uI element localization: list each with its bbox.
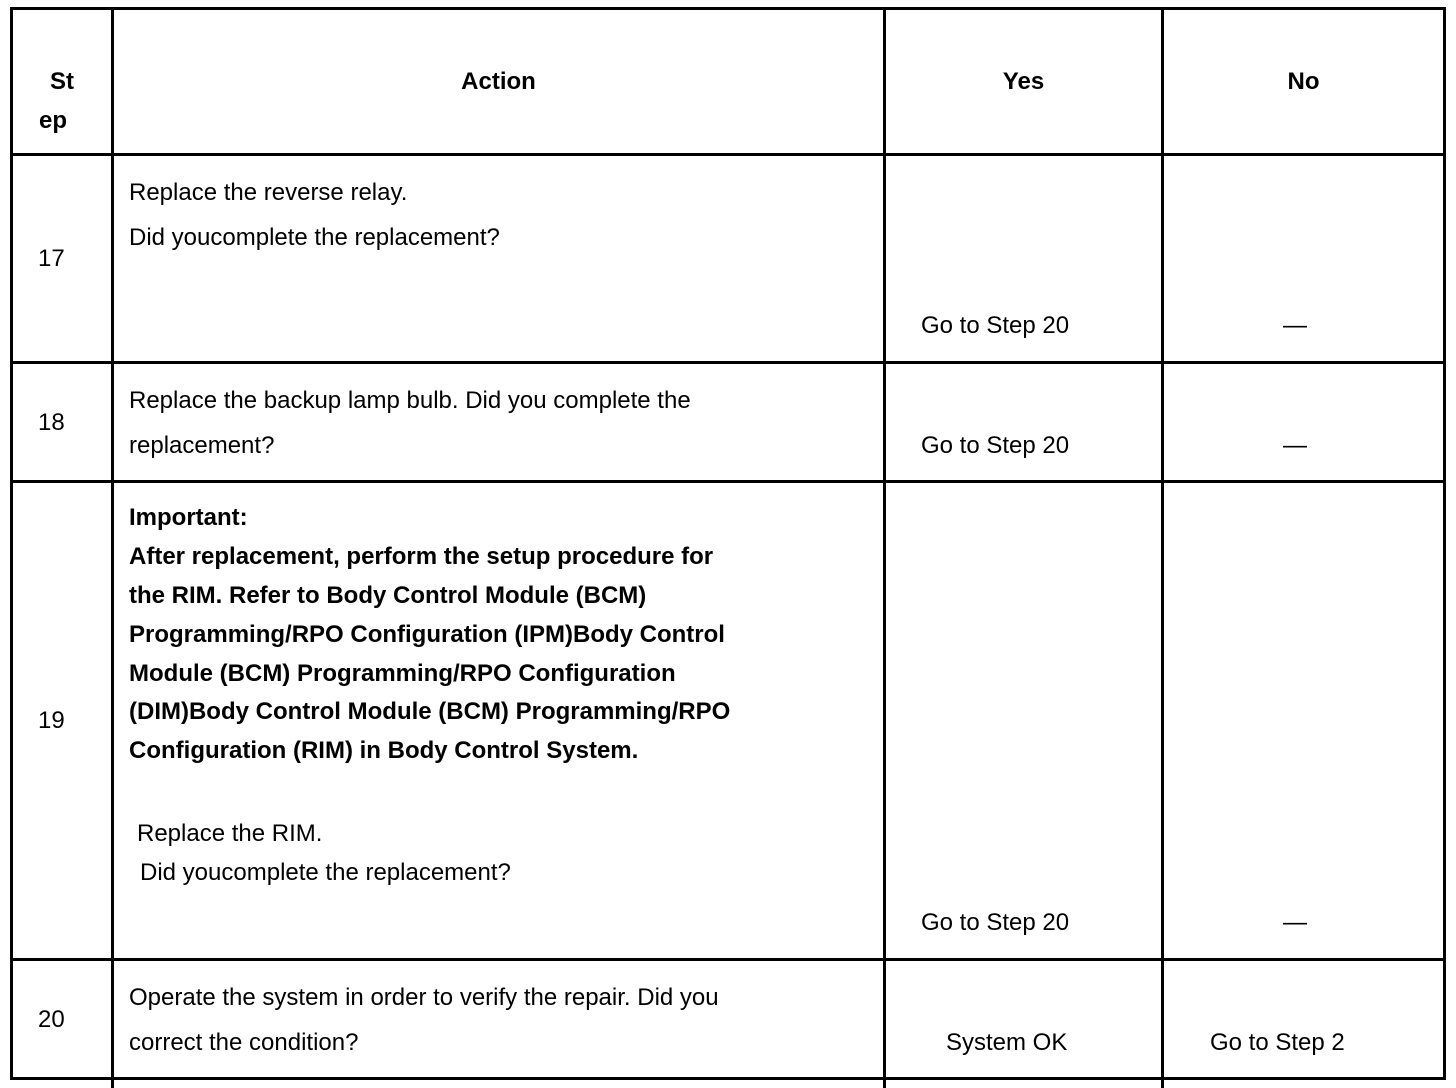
row-20-no: Go to Step 2 (1210, 1029, 1345, 1056)
row-divider (10, 153, 1446, 156)
row-19-step: 19 (38, 707, 65, 734)
column-divider (111, 7, 114, 1088)
row-18-no: — (1283, 432, 1307, 459)
row-17-yes: Go to Step 20 (921, 312, 1070, 339)
row-19-important-line: After replacement, perform the setup procedure for (129, 543, 714, 570)
column-divider (883, 7, 886, 1088)
row-divider (10, 480, 1446, 483)
row-18-action-line1: Replace the backup lamp bulb. Did you complete the (129, 387, 691, 414)
row-19-important-line: Module (BCM) Programming/RPO Configuration (129, 660, 676, 687)
row-20-action-line1: Operate the system in order to verify the repair. Did you (129, 984, 719, 1011)
row-19-action-line2: Did youcomplete the replacement? (140, 859, 511, 886)
row-19-no: — (1283, 909, 1307, 936)
row-19-important-label: Important: (129, 504, 248, 531)
row-divider (10, 361, 1446, 364)
row-17-action-line2: Did youcomplete the replacement? (129, 224, 500, 251)
header-action: Action (461, 68, 536, 95)
row-19-important-line: the RIM. Refer to Body Control Module (BCM) (129, 582, 647, 609)
row-17-step: 17 (38, 245, 65, 272)
header-no: No (1287, 68, 1320, 95)
row-17-no: — (1283, 312, 1307, 339)
header-step-line2: ep (38, 107, 67, 134)
row-18-step: 18 (38, 409, 65, 436)
row-20-yes: System OK (946, 1029, 1068, 1056)
row-17-action-line1: Replace the reverse relay. (129, 179, 408, 206)
header-step-line1: St (50, 68, 74, 95)
row-19-important-line: Programming/RPO Configuration (IPM)Body Control (129, 621, 725, 648)
row-19-important-line: (DIM)Body Control Module (BCM) Programming/RPO (129, 698, 731, 725)
row-20-action-line2: correct the condition? (129, 1029, 359, 1056)
row-18-yes: Go to Step 20 (921, 432, 1070, 459)
table-border-top (10, 7, 1446, 10)
table-border-left (10, 7, 13, 1080)
row-20-step: 20 (38, 1006, 65, 1033)
table-border-right (1443, 7, 1446, 1080)
row-divider (10, 958, 1446, 961)
row-19-action-line1: Replace the RIM. (137, 820, 323, 847)
row-19-important-line: Configuration (RIM) in Body Control System. (129, 737, 639, 764)
table-border-bottom (10, 1077, 1446, 1080)
header-yes: Yes (1002, 68, 1045, 95)
row-19-yes: Go to Step 20 (921, 909, 1070, 936)
row-18-action-line2: replacement? (129, 432, 275, 459)
